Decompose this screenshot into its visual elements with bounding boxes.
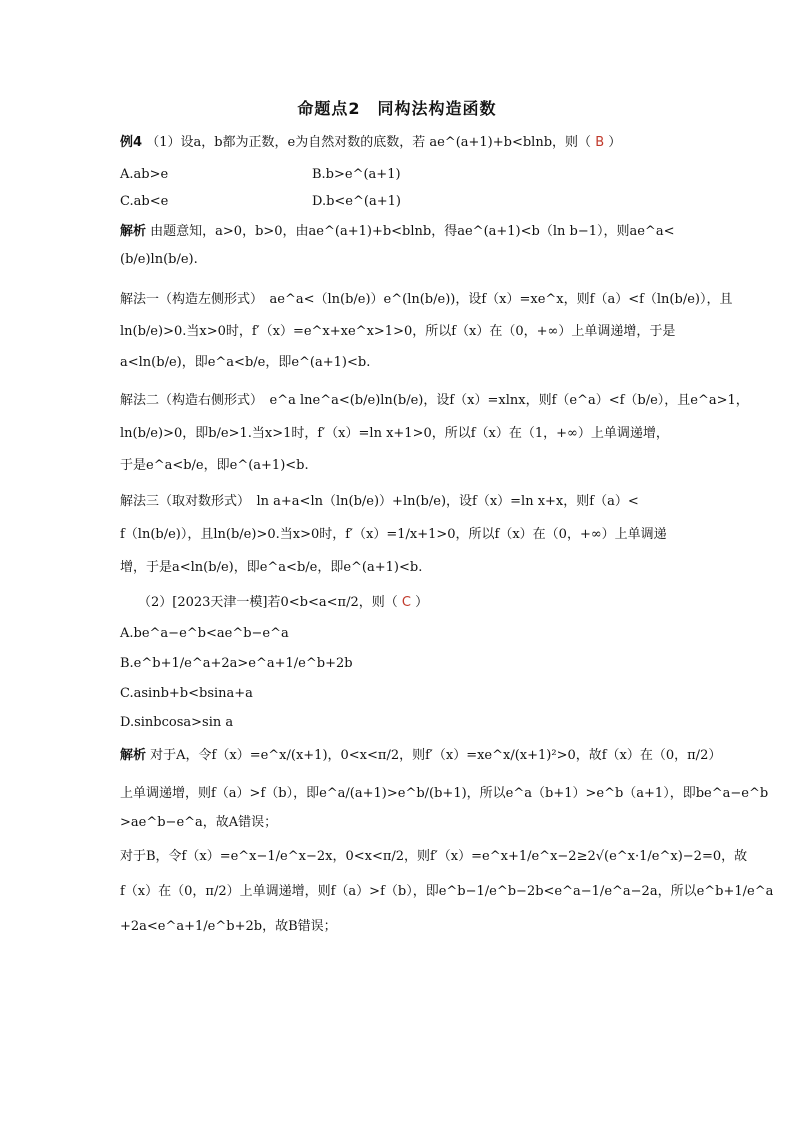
method-1-line-2: ln(b/e)>0.当x>0时，f′（x）=e^x+xe^x>1>0，所以f（x）在（0，+∞）上单调递增，于是: [120, 324, 676, 339]
analysis-line-1: [120, 224, 680, 240]
method-2-line-2: ln(b/e)>0，即b/e>1.当x>1时，f′（x）=ln x+1>0，所以f（x）在（1，+∞）上单调递增，: [120, 426, 669, 441]
page-title: 命题点2 同构法构造函数: [297, 99, 497, 118]
question-2: [138, 595, 698, 611]
q2-option-a: A.be^a−e^b<ae^b−e^a: [120, 626, 289, 641]
method-3-line-3: 增，于是a<ln(b/e)，即e^a<b/e，即e^(a+1)<b.: [120, 560, 423, 575]
method-1-line-3: a<ln(b/e)，即e^a<b/e，即e^(a+1)<b.: [120, 355, 371, 370]
method-2-line-1: 解法二（构造右侧形式） e^a lne^a<(b/e)ln(b/e)，设f（x）=xlnx，则f（e^a）<f（b/e），且e^a>1，: [120, 393, 749, 408]
q2-analysis-line-6: +2a<e^a+1/e^b+2b，故B错误；: [120, 919, 337, 934]
question-2-text: （2）[2023天津一模]若0<b<a<π/2，则（: [138, 595, 398, 610]
question-1-answer: B: [595, 135, 605, 150]
analysis-line-2: (b/e)ln(b/e).: [120, 252, 198, 267]
q2-option-c: C.asinb+b<bsina+a: [120, 686, 253, 701]
method-3-line-2: f（ln(b/e)），且ln(b/e)>0.当x>0时，f′（x）=1/x+1>0，所以f（x）在（0，+∞）上单调递: [120, 527, 667, 542]
q2-analysis-text: 对于A，令f（x）=e^x/(x+1)，0<x<π/2，则f′（x）=xe^x/(x+1)²>0，故f（x）在（0，π/2）: [150, 748, 722, 763]
option-c: C.ab<e: [120, 194, 169, 209]
question-1-text: （1）设a，b都为正数，e为自然对数的底数，若 ae^(a+1)+b<blnb，则（: [146, 135, 592, 150]
q2-analysis-line-5: f（x）在（0，π/2）上单调递增，则f（a）>f（b），即e^b−1/e^b−2b<e^a−1/e^a−2a，所以e^b+1/e^a: [120, 884, 774, 899]
q2-option-d: D.sinbcosa>sin a: [120, 715, 234, 730]
method-1-line-1: 解法一（构造左侧形式） ae^a<（ln(b/e)）e^(ln(b/e))，设f（x）=xe^x，则f（a）<f（ln(b/e)），且: [120, 292, 733, 307]
example-4-question-1: [120, 135, 680, 151]
q2-analysis-label: 解析: [120, 748, 147, 763]
option-b: B.b>e^(a+1): [312, 167, 401, 182]
analysis-label: 解析: [120, 224, 147, 239]
question-2-answer: C: [401, 595, 411, 610]
q2-analysis-line-3: >ae^b−e^a，故A错误；: [120, 815, 278, 830]
question-2-close: ）: [415, 595, 429, 610]
analysis-text: 由题意知，a>0，b>0，由ae^(a+1)+b<blnb，得ae^(a+1)<b（ln b−1），则ae^a<: [150, 224, 675, 239]
method-3-line-1: 解法三（取对数形式） ln a+a<ln（ln(b/e)）+ln(b/e)，设f（x）=ln x+x，则f（a）<: [120, 494, 639, 509]
option-d: D.b<e^(a+1): [312, 194, 401, 209]
method-2-line-3: 于是e^a<b/e，即e^(a+1)<b.: [120, 458, 309, 473]
option-a: A.ab>e: [120, 167, 169, 182]
example-label: 例4: [120, 135, 143, 150]
q2-analysis-line-2: 上单调递增，则f（a）>f（b），即e^a/(a+1)>e^b/(b+1)，所以e^a（b+1）>e^b（a+1），即be^a−e^b: [120, 786, 769, 801]
q2-analysis-line-4: 对于B，令f（x）=e^x−1/e^x−2x，0<x<π/2，则f′（x）=e^x+1/e^x−2≥2√(e^x·1/e^x)−2=0，故: [120, 849, 748, 864]
question-1-close: ）: [608, 135, 622, 150]
q2-analysis-line-1: [120, 748, 722, 764]
q2-option-b: B.e^b+1/e^a+2a>e^a+1/e^b+2b: [120, 656, 353, 671]
